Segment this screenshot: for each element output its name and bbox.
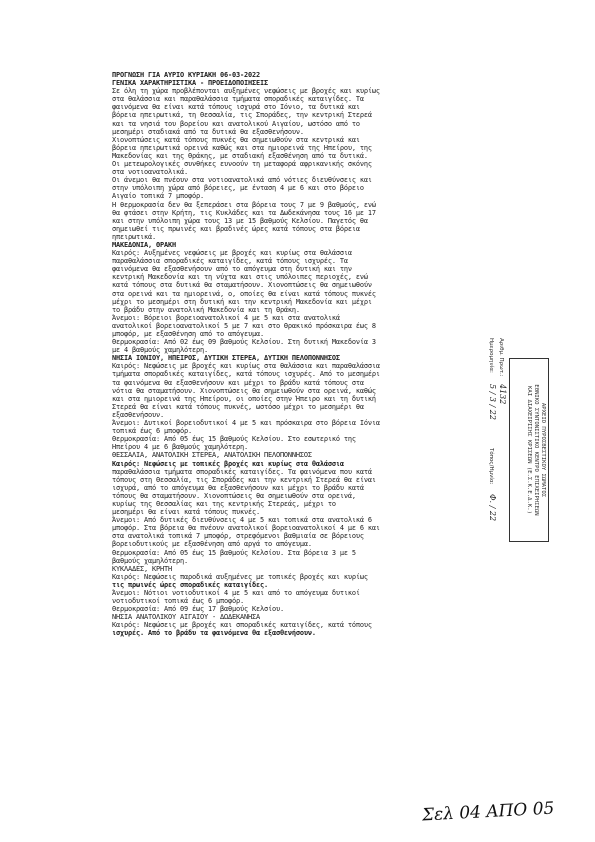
text-line: Η θερμοκρασία δεν θα ξεπεράσει στα βόρεια τους 7 με 9 βαθμούς, ενώ (112, 200, 376, 209)
text-line: Άνεμοι: Βόρειοι βορειοανατολικοί 4 με 5 και στα ανατολικά (112, 313, 340, 322)
handwritten-page-note: Σελ 04 ΑΠΟ 05 (421, 798, 555, 826)
text-line: νοτιοδυτικοί τοπικά έως 6 μποφόρ. (112, 597, 244, 606)
text-line: βόρεια ηπειρωτικά ορεινά καθώς και στα ημιορεινά της Ηπείρου, της (112, 143, 372, 152)
text-line: θα φτάσει στην Κρήτη, τις Κυκλάδες και τα Δωδεκάνησα τους 16 με 17 (112, 208, 376, 217)
text-line: ανατολικοί βορειοανατολικοί 5 με 7 και στο Θρακικό πρόσκαιρα έως 8 (112, 321, 376, 330)
text-line: παραθαλάσσια σποραδικές καταιγίδες, κατά τόπους ισχυρές. Τα (112, 257, 348, 266)
text-line: μποφόρ. Στα βόρεια θα πνέουν ανατολικοί βορειοανατολικοί 4 με 6 και (112, 524, 380, 533)
text-line: Θερμοκρασία: Από 05 έως 15 βαθμούς Κελσίου. Στο εσωτερικό της (112, 435, 356, 444)
stamp-place-label: Τόπος/Ημνία: (488, 448, 494, 485)
text-line: εξασθενήσουν. (112, 410, 164, 419)
text-line: μεσημέρι θα είναι κατά τόπους πυκνές. (112, 508, 260, 517)
text-line: νότια θα σταματήσουν. Χιονοπτώσεις θα σημειωθούν στα ορεινά, καθώς (112, 386, 376, 395)
text-line: ΘΕΣΣΑΛΙΑ, ΑΝΑΤΟΛΙΚΗ ΣΤΕΡΕΑ, ΑΝΑΤΟΛΙΚΗ ΠΕΛΟΠΟΝΝΗΣΟΣ (112, 451, 312, 460)
text-line: τόπους στη Θεσσαλία, τις Σποράδες και την κεντρική Στερεά θα είναι (112, 475, 376, 484)
archive-stamp (482, 296, 552, 544)
stamp-line: ΚΑΙ ΔΙΑΧΕΙΡΙΣΗΣ ΚΡΙΣΕΩΝ (Ε.Σ.Κ.Ε.Δ.Κ.) (526, 386, 532, 514)
text-line: τα φαινόμενα θα εξασθενήσουν και μέχρι το βράδυ κατά τόπους στα (112, 378, 364, 387)
text-line: στα νοτιοανατολικά. (112, 168, 188, 177)
text-line: το βράδυ στην ανατολική Μακεδονία και τη Θράκη. (112, 305, 300, 314)
text-line: ΚΥΚΛΑΔΕΣ, ΚΡΗΤΗ (112, 564, 172, 573)
text-line: με 4 βαθμούς χαμηλότερη. (112, 346, 208, 355)
text-line: Θερμοκρασία: Από 05 έως 15 βαθμούς Κελσίου. Στα βόρεια 3 με 5 (112, 548, 356, 557)
stamp-place-value: Φ. / 22 (488, 494, 497, 522)
text-line: τοπικά έως 6 μποφόρ. (112, 427, 192, 436)
text-line: Μακεδονίας και της Θράκης, με σταδιακή εξασθένηση από τα δυτικά. (112, 151, 368, 160)
text-line: και στην υπόλοιπη χώρα τους 13 με 15 βαθμούς Κελσίου. Παγετός θα (112, 216, 368, 225)
text-line: Θερμοκρασία: Από 02 έως 09 βαθμούς Κελσίου. Στη δυτική Μακεδονία 3 (112, 338, 376, 347)
text-line: κεντρική Μακεδονία και τη νύχτα και στις υπόλοιπες περιοχές, ενώ (112, 273, 368, 282)
stamp-line: ΑΡΧΕΙΟ ΠΥΡΟΣΒΕΣΤΙΚΟΥ ΣΩΜΑΤΟΣ (540, 402, 546, 498)
text-line: κυρίως της Θεσσαλίας και της κεντρικής Στερεάς, μέχρι το (112, 499, 336, 508)
text-line: μεσημέρι σταδιακά από τα δυτικά θα εξασθενήσουν. (112, 127, 304, 136)
text-line: Άνεμοι: Από δυτικές διευθύνσεις 4 με 5 και τοπικά στα ανατολικά 6 (112, 516, 372, 525)
stamp-date-label: Ημερομηνία: (488, 338, 494, 373)
text-line: στα ορεινά και τα ημιορεινά, ο, οποίες θα είναι κατά τόπους πυκνές (112, 289, 376, 298)
section-heading: Καιρός: Νεφώσεις με τοπικές βροχές και κυρίως στα θαλάσσια (112, 459, 344, 468)
text-line: φαινόμενα θα εξασθενήσουν από το απόγευμα στη δυτική και την (112, 265, 352, 274)
section-heading: τις πρωινές ώρες σποραδικές καταιγίδες. (112, 580, 268, 589)
text-line: Στερεά θα είναι κατά τόπους πυκνές, ωστόσο μέχρι το μεσημέρι θα (112, 402, 364, 411)
text-line: Καιρός: Αυξημένες νεφώσεις με βροχές και κυρίως στα θαλάσσια (112, 249, 352, 258)
text-line: Σε όλη τη χώρα προβλέπονται αυξημένες νεφώσεις με βροχές και κυρίως (112, 87, 380, 96)
text-line: Καιρός: Νεφώσεις με βροχές και κυρίως στα θαλάσσια και παραθαλάσσια (112, 362, 380, 371)
text-line: βορειοδυτικούς με εξασθένηση από αργά το απόγευμα. (112, 540, 312, 549)
text-line: Ηπείρου 4 με 6 βαθμούς χαμηλότερη. (112, 443, 248, 452)
text-line: στα θαλάσσια και παραθαλάσσια τμήματα σποραδικές καταιγίδες. Τα (112, 95, 364, 104)
text-line: τόπους θα σταματήσουν. Χιονοπτώσεις θα σημειωθούν στα ορεινά, (112, 491, 356, 500)
text-line: τμήματα σποραδικές καταιγίδες, κατά τόπους ισχυρές. Από το μεσημέρι (112, 370, 380, 379)
text-line: Καιρός: Νεφώσεις παροδικά αυξημένες με τοπικές βροχές και κυρίως (112, 572, 368, 581)
forecast-text-body (112, 71, 482, 638)
text-line: Άνεμοι: Δυτικοί βορειοδυτικοί 4 με 5 και πρόσκαιρα στο βόρεια Ιόνια (112, 419, 380, 428)
text-line: Οι μετεωρολογικές συνθήκες ευνοούν τη μεταφορά αφρικανικής σκόνης (112, 160, 372, 169)
text-line: ΝΗΣΙΑ ΑΝΑΤΟΛΙΚΟΥ ΑΙΓΑΙΟΥ - ΔΩΔΕΚΑΝΗΣΑ (112, 613, 260, 622)
section-heading: ΝΗΣΙΑ ΙΟΝΙΟΥ, ΗΠΕΙΡΟΣ, ΔΥΤΙΚΗ ΣΤΕΡΕΑ, ΔΥΤΙΚΗ ΠΕΛΟΠΟΝΝΗΣΟΣ (112, 354, 340, 363)
section-heading: ισχυρές. Από το βράδυ τα φαινόμενα θα εξασθενήσουν. (112, 629, 316, 638)
text-line: βαθμούς χαμηλότερη. (112, 556, 188, 565)
text-line: Οι άνεμοι θα πνέουν στα νοτιοανατολικά από νότιες διευθύνσεις και (112, 176, 372, 185)
stamp-fields (484, 298, 506, 544)
section-heading: ΜΑΚΕΔΟΝΙΑ, ΘΡΑΚΗ (112, 240, 176, 249)
text-line: Άνεμοι: Νότιοι νοτιοδυτικοί 4 με 5 και από το απόγευμα δυτικοί (112, 589, 360, 597)
text-line: Καιρός: Νεφώσεις με βροχές και σποραδικές καταιγίδες, κατά τόπους (112, 621, 372, 630)
text-line: βόρεια ηπειρωτικά, τη Θεσσαλία, τις Σποράδες, την κεντρική Στερεά (112, 111, 372, 120)
stamp-date-value: 5 / 3 / 22 (488, 384, 497, 420)
text-line: φαινόμενα θα είναι κατά τόπους ισχυρά στο Ιόνιο, τα δυτικά και (112, 103, 360, 112)
text-line: στα ανατολικά τοπικά 7 μποφόρ, στρεφόμενοι βαθμιαία σε βόρειους (112, 532, 364, 541)
stamp-protocol-value: 4132 (498, 384, 507, 405)
text-line: στην υπόλοιπη χώρα από βόρειες, με ένταση 4 με 6 και στο βόρειο (112, 184, 364, 193)
section-heading: ΠΡΟΓΝΩΣΗ ΓΙΑ ΑΥΡΙΟ ΚΥΡΙΑΚΗ 06-03-2022 (112, 71, 260, 79)
text-line: κατά τόπους στα δυτικά θα σταματήσουν. Χιονοπτώσεις θα σημειωθούν (112, 281, 372, 290)
text-line: ισχυρά, από το απόγευμα θα εξασθενήσουν και μέχρι το βράδυ κατά (112, 483, 364, 492)
text-line: ηπειρωτικά. (112, 232, 156, 241)
text-line: παραθαλάσσια τμήματα σποραδικές καταιγίδες. Τα φαινόμενα που κατά (112, 467, 372, 476)
text-line: σημειωθεί τις πρωινές και βραδινές ώρες κατά τόπους στα βόρεια (112, 224, 360, 233)
text-line: Θερμοκρασία: Από 09 έως 17 βαθμούς Κελσίου. (112, 605, 284, 614)
text-line: μέχρι το μεσημέρι στη δυτική και την κεντρική Μακεδονία και μέχρι (112, 297, 372, 306)
text-line: Αιγαίο τοπικά 7 μποφόρ. (112, 192, 204, 201)
text-line: και στα ημιορεινά της Ηπείρου, οι οποίες στην Ήπειρο και τη δυτική (112, 394, 376, 403)
stamp-line: ΕΘΝΙΚΟ ΣΥΝΤΟΝΙΣΤΙΚΟ ΚΕΝΤΡΟ ΕΠΙΧΕΙΡΗΣΕΩΝ (533, 384, 539, 516)
text-line: μποφόρ, με εξασθένηση από το απόγευμα. (112, 330, 264, 338)
stamp-protocol-label: Αριθμ. Πρωτ.: (498, 338, 504, 377)
stamp-box (509, 358, 549, 542)
text-line: Χιονοπτώσεις κατά τόπους πυκνές θα σημειωθούν στα κεντρικά και (112, 135, 360, 144)
text-line: και τα νησιά του βορείου και ανατολικού Αιγαίου, ωστόσο από το (112, 119, 360, 128)
section-heading: ΓΕΝΙΚΑ ΧΑΡΑΚΤΗΡΙΣΤΙΚΑ - ΠΡΟΕΙΔΟΠΟΙΗΣΕΙΣ (112, 79, 268, 88)
